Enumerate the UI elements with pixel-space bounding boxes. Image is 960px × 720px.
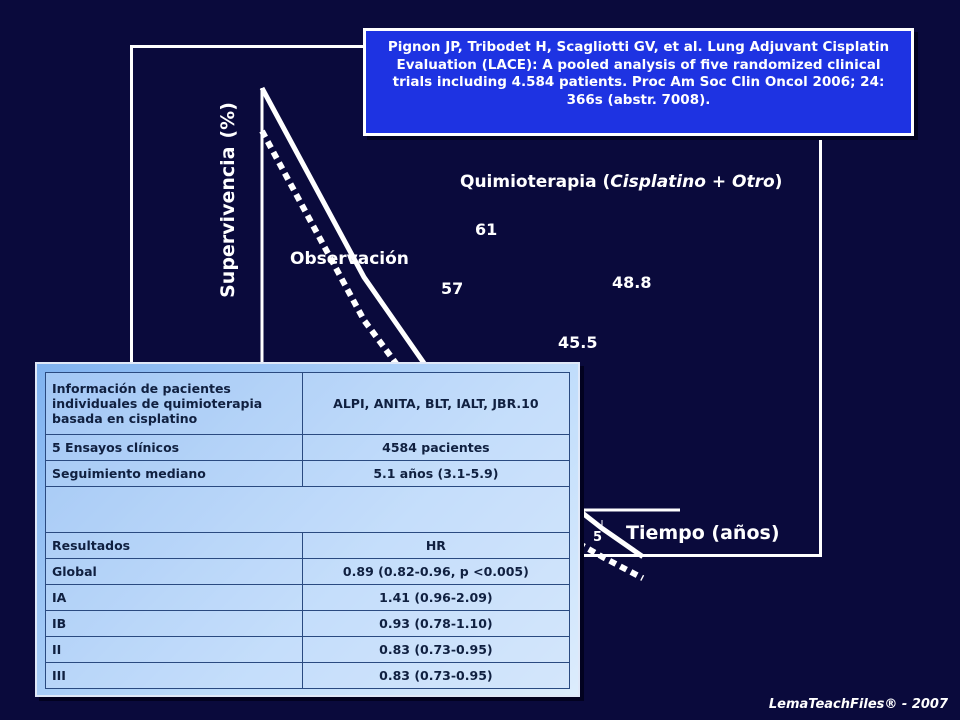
table-cell: Global <box>46 559 303 585</box>
trial-info-table <box>45 372 570 689</box>
table-cell: 0.83 (0.73-0.95) <box>302 663 569 689</box>
table-cell: II <box>46 637 303 663</box>
data-label-chemo-48-8: 48.8 <box>612 273 652 292</box>
data-label-chemo-61: 61 <box>475 220 498 239</box>
table-row <box>46 559 570 585</box>
table-cell: Seguimiento mediano <box>46 461 303 487</box>
series-label-chemo: Quimioterapia (Cisplatino + Otro) <box>460 172 783 192</box>
table-cell: 1.41 (0.96-2.09) <box>302 585 569 611</box>
table-cell: 4584 pacientes <box>302 435 569 461</box>
series-label-observation: Observación <box>290 249 409 269</box>
table-row <box>46 585 570 611</box>
data-label-obs-45-5: 45.5 <box>558 333 598 352</box>
data-label-obs-57: 57 <box>441 279 464 298</box>
x-axis-label: Tiempo (años) <box>626 522 780 544</box>
table-cell: 0.93 (0.78-1.10) <box>302 611 569 637</box>
table-row <box>46 533 570 559</box>
table-row <box>46 435 570 461</box>
x-tick-label: 5 <box>593 530 603 545</box>
table-row <box>46 373 570 435</box>
reference-text: Pignon JP, Tribodet H, Scagliotti GV, et al. Lung Adjuvant Cisplatin Evaluation (LACE): A pooled analysis of five randomized clinical trials including 4.584 patients. Proc Am Soc Clin Oncol 2006; 24: 366s (abstr. 7008). <box>387 39 890 108</box>
table-row <box>46 611 570 637</box>
table-row-spacer <box>46 487 570 533</box>
trial-info-panel <box>35 362 580 697</box>
table-cell <box>46 487 570 533</box>
table-row <box>46 663 570 689</box>
table-row <box>46 461 570 487</box>
table-cell: IA <box>46 585 303 611</box>
table-cell: Resultados <box>46 533 303 559</box>
table-row <box>46 637 570 663</box>
reference-box <box>363 28 914 136</box>
table-cell: 5.1 años (3.1-5.9) <box>302 461 569 487</box>
table-cell: 0.89 (0.82-0.96, p <0.005) <box>302 559 569 585</box>
table-cell: Información de pacientes individuales de quimioterapia basada en cisplatino <box>46 373 303 435</box>
table-cell: IB <box>46 611 303 637</box>
y-axis-label: Supervivencia(%) <box>217 102 239 298</box>
table-cell: 5 Ensayos clínicos <box>46 435 303 461</box>
table-cell: HR <box>302 533 569 559</box>
footer-credit: LemaTeachFiles® - 2007 <box>768 697 948 712</box>
table-cell: III <box>46 663 303 689</box>
table-cell: ALPI, ANITA, BLT, IALT, JBR.10 <box>302 373 569 435</box>
table-cell: 0.83 (0.73-0.95) <box>302 637 569 663</box>
